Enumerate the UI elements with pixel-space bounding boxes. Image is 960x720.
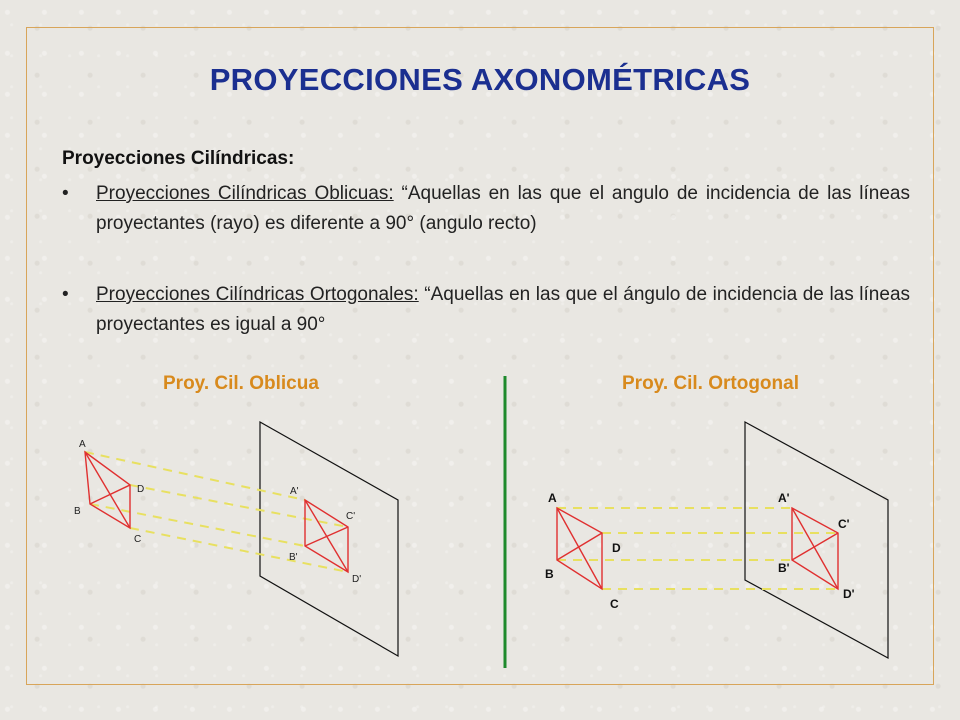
bullet-dot: •: [62, 284, 69, 305]
label-d-prime: D': [843, 587, 855, 601]
label-c: C: [134, 534, 142, 545]
slide-title: PROYECCIONES AXONOMÉTRICAS: [209, 62, 751, 97]
label-b: B: [545, 567, 554, 581]
oblique-diagram: [74, 422, 398, 656]
bullet-dot: •: [62, 183, 69, 204]
projection-plane-orthogonal: [745, 422, 888, 658]
label-a: A: [548, 491, 557, 505]
label-d-prime: D': [352, 574, 362, 585]
diagonal-ac: [85, 452, 130, 528]
label-c-prime: C': [838, 517, 850, 531]
diagonal-bd: [90, 485, 130, 504]
ray-b: [90, 504, 305, 546]
bullet-body: “Aquellas en las que el ángulo de incidencia de las líneas proyectantes es igual a 90°: [96, 284, 911, 335]
bullet-term: Proyecciones Cilíndricas Ortogonales:: [96, 284, 419, 305]
diagonal-bd-projected: [792, 533, 838, 560]
diagonal-bd: [557, 533, 602, 560]
label-b: B: [74, 506, 81, 517]
label-a-prime: A': [778, 491, 790, 505]
label-b-prime: B': [778, 561, 790, 575]
orthogonal-diagram: [545, 422, 888, 658]
caption-orthogonal: Proy. Cil. Ortogonal: [622, 373, 799, 394]
label-b-prime: B': [289, 552, 298, 563]
label-c-prime: C': [346, 511, 356, 522]
caption-oblique: Proy. Cil. Oblicua: [163, 373, 319, 394]
bullet-body: “Aquellas en las que el angulo de incidencia de las líneas proyectantes (rayo) es diferente a 90° (angulo recto): [96, 183, 911, 234]
bullet-term: Proyecciones Cilíndricas Oblicuas:: [96, 183, 394, 204]
diagonal-bd-projected: [305, 527, 348, 546]
label-d: D: [612, 541, 621, 555]
section-heading: Proyecciones Cilíndricas:: [62, 148, 295, 169]
label-a-prime: A': [290, 486, 299, 497]
label-d: D: [137, 484, 145, 495]
label-a: A: [79, 439, 86, 450]
ray-c: [130, 528, 348, 572]
label-c: C: [610, 597, 619, 611]
